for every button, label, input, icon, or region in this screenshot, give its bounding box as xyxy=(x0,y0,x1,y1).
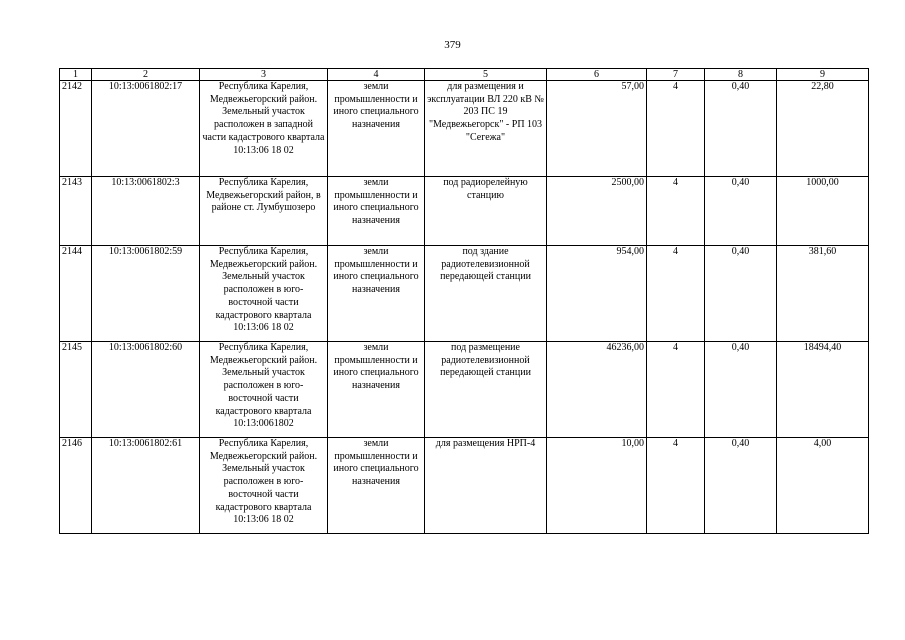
col7-cell: 4 xyxy=(647,438,705,534)
col9-cell: 4,00 xyxy=(777,438,869,534)
purpose-cell: под размещение радиотелевизионной передающей станции xyxy=(425,342,547,438)
area-cell: 57,00 xyxy=(547,81,647,177)
col7-cell: 4 xyxy=(647,246,705,342)
location-cell: Республика Карелия, Медвежьегорский район. Земельный участок расположен в юго-восточной части кадастрового квартала 10:13:06 18 02 xyxy=(200,438,328,534)
land-category-cell: земли промышленности и иного специального назначения xyxy=(328,81,425,177)
purpose-cell: под здание радиотелевизионной передающей станции xyxy=(425,246,547,342)
area-cell: 954,00 xyxy=(547,246,647,342)
col9-cell: 22,80 xyxy=(777,81,869,177)
col9-cell: 18494,40 xyxy=(777,342,869,438)
land-category-cell: земли промышленности и иного специального назначения xyxy=(328,342,425,438)
area-cell: 10,00 xyxy=(547,438,647,534)
col7-cell: 4 xyxy=(647,177,705,246)
purpose-cell: для размещения НРП-4 xyxy=(425,438,547,534)
col9-cell: 381,60 xyxy=(777,246,869,342)
col8-cell: 0,40 xyxy=(705,438,777,534)
column-header: 8 xyxy=(705,69,777,81)
cadastral-number: 10:13:0061802:17 xyxy=(92,81,200,177)
area-cell: 2500,00 xyxy=(547,177,647,246)
row-number: 2143 xyxy=(60,177,92,246)
table-row xyxy=(60,342,869,438)
land-category-cell: земли промышленности и иного специального назначения xyxy=(328,246,425,342)
cadastral-number: 10:13:0061802:61 xyxy=(92,438,200,534)
purpose-cell: для размещения и эксплуатации ВЛ 220 кВ № 203 ПС 19 "Медвежьегорск" - РП 103 "Сегежа" xyxy=(425,81,547,177)
table-row xyxy=(60,81,869,177)
location-cell: Республика Карелия, Медвежьегорский район. Земельный участок расположен в западной части кадастрового квартала 10:13:06 18 02 xyxy=(200,81,328,177)
area-cell: 46236,00 xyxy=(547,342,647,438)
cadastral-number: 10:13:0061802:3 xyxy=(92,177,200,246)
land-category-cell: земли промышленности и иного специального назначения xyxy=(328,177,425,246)
column-header: 3 xyxy=(200,69,328,81)
column-header: 9 xyxy=(777,69,869,81)
row-number: 2145 xyxy=(60,342,92,438)
col8-cell: 0,40 xyxy=(705,177,777,246)
column-header: 2 xyxy=(92,69,200,81)
column-header: 1 xyxy=(60,69,92,81)
row-number: 2142 xyxy=(60,81,92,177)
location-cell: Республика Карелия, Медвежьегорский район, в районе ст. Лумбушозеро xyxy=(200,177,328,246)
col8-cell: 0,40 xyxy=(705,246,777,342)
table-row xyxy=(60,438,869,534)
cadastral-number: 10:13:0061802:59 xyxy=(92,246,200,342)
table-row xyxy=(60,177,869,246)
table-row xyxy=(60,246,869,342)
col8-cell: 0,40 xyxy=(705,342,777,438)
column-header: 7 xyxy=(647,69,705,81)
location-cell: Республика Карелия, Медвежьегорский район. Земельный участок расположен в юго-восточной части кадастрового квартала 10:13:06 18 02 xyxy=(200,246,328,342)
land-category-cell: земли промышленности и иного специального назначения xyxy=(328,438,425,534)
row-number: 2146 xyxy=(60,438,92,534)
column-header: 5 xyxy=(425,69,547,81)
page-number: 379 xyxy=(444,39,461,51)
col7-cell: 4 xyxy=(647,81,705,177)
column-header: 4 xyxy=(328,69,425,81)
row-number: 2144 xyxy=(60,246,92,342)
header-row xyxy=(60,69,869,81)
col8-cell: 0,40 xyxy=(705,81,777,177)
col9-cell: 1000,00 xyxy=(777,177,869,246)
land-plots-table xyxy=(59,68,869,534)
col7-cell: 4 xyxy=(647,342,705,438)
cadastral-number: 10:13:0061802:60 xyxy=(92,342,200,438)
location-cell: Республика Карелия, Медвежьегорский район. Земельный участок расположен в юго-восточной части кадастрового квартала 10:13:0061802 xyxy=(200,342,328,438)
purpose-cell: под радиорелейную станцию xyxy=(425,177,547,246)
column-header: 6 xyxy=(547,69,647,81)
